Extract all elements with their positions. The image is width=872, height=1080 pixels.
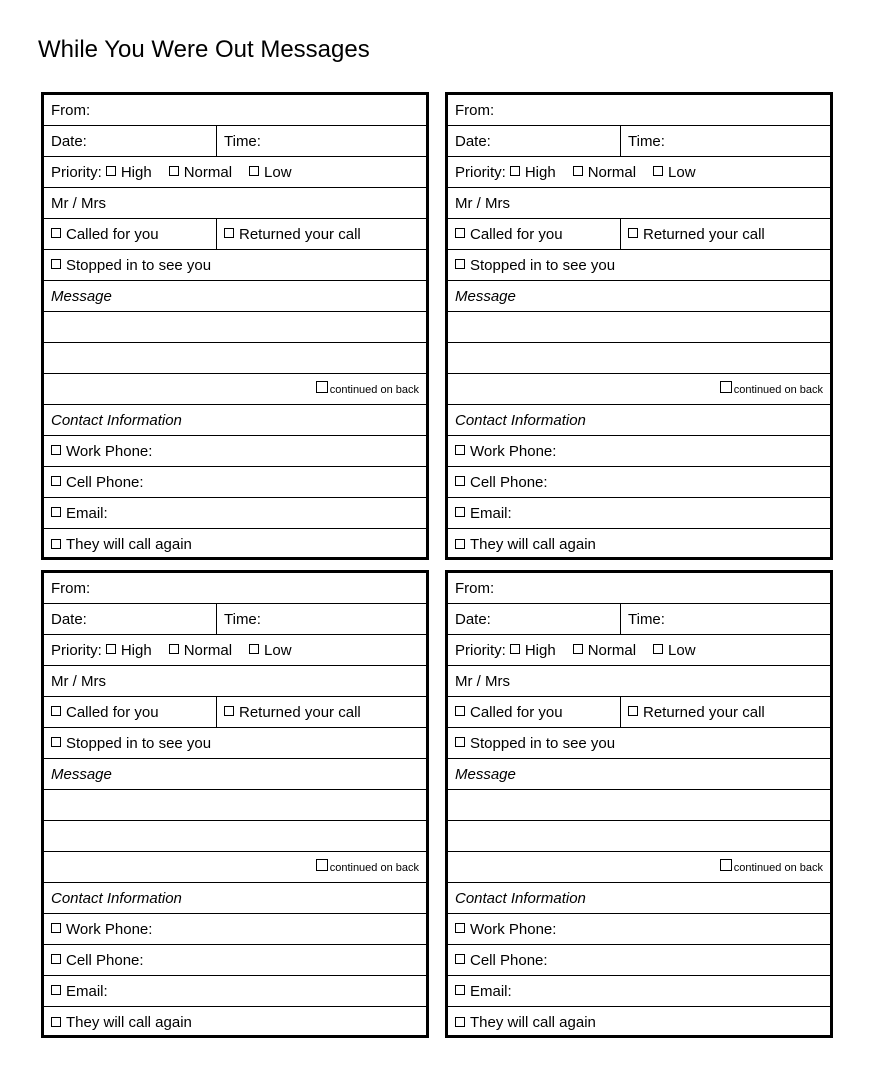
checkbox-icon[interactable] <box>106 166 116 176</box>
work-phone-field[interactable] <box>448 914 830 944</box>
salutation-row <box>44 188 426 219</box>
message-heading: Message <box>51 765 112 783</box>
continued-label: continued on back <box>329 862 419 874</box>
priority-normal-option[interactable] <box>169 164 232 181</box>
from-field[interactable] <box>448 95 830 125</box>
message-slip <box>445 92 833 560</box>
time-label: Time: <box>224 132 261 150</box>
checkbox-icon[interactable] <box>455 954 465 964</box>
date-field[interactable] <box>44 604 217 634</box>
work-phone-label: Work Phone: <box>470 442 557 460</box>
message-line[interactable] <box>448 821 830 852</box>
call-again-label: They will call again <box>470 536 596 553</box>
checkbox-icon[interactable] <box>51 228 61 238</box>
message-heading: Message <box>51 287 112 305</box>
stopped-row <box>448 250 830 281</box>
stopped-row <box>44 728 426 759</box>
checkbox-icon[interactable] <box>455 1017 465 1027</box>
priority-row <box>44 157 426 188</box>
checkbox-icon[interactable] <box>455 259 465 269</box>
checkbox-icon[interactable] <box>249 644 259 654</box>
priority-high-label: High <box>524 641 556 659</box>
priority-normal-label: Normal <box>587 163 637 181</box>
checkbox-icon[interactable] <box>169 166 179 176</box>
cell-phone-label: Cell Phone: <box>66 951 144 969</box>
priority-high-label: High <box>120 163 152 181</box>
checkbox-icon[interactable] <box>51 259 61 269</box>
called-option[interactable] <box>44 697 217 727</box>
called-label: Called for you <box>470 225 563 243</box>
checkbox-icon[interactable] <box>455 539 465 549</box>
contact-heading-row <box>44 883 426 914</box>
call-again-row <box>44 1007 426 1038</box>
continued-label: continued on back <box>733 384 823 396</box>
email-field[interactable] <box>448 498 830 528</box>
message-line[interactable] <box>44 821 426 852</box>
checkbox-icon[interactable] <box>169 644 179 654</box>
continued-option[interactable] <box>316 862 419 874</box>
call-again-option[interactable] <box>44 1007 426 1038</box>
salutation-field[interactable] <box>44 188 426 218</box>
date-time-row <box>44 126 426 157</box>
checkbox-icon[interactable] <box>455 706 465 716</box>
email-row <box>44 498 426 529</box>
from-label: From: <box>51 579 91 597</box>
salutation-field[interactable] <box>44 666 426 696</box>
cell-phone-row <box>448 945 830 976</box>
email-label: Email: <box>470 504 512 522</box>
priority-label: Priority: <box>51 641 102 659</box>
stopped-label: Stopped in to see you <box>470 734 616 752</box>
cell-phone-field[interactable] <box>448 945 830 975</box>
checkbox-icon[interactable] <box>510 644 520 654</box>
priority-low-option[interactable] <box>249 642 292 659</box>
message-line[interactable] <box>448 790 830 821</box>
email-label: Email: <box>66 982 108 1000</box>
email-row <box>448 976 830 1007</box>
checkbox-icon[interactable] <box>455 923 465 933</box>
from-field[interactable] <box>44 573 426 603</box>
checkbox-icon[interactable] <box>455 228 465 238</box>
checkbox-icon[interactable] <box>51 539 61 549</box>
checkbox-icon[interactable] <box>51 737 61 747</box>
message-slip <box>41 92 429 560</box>
returned-option[interactable] <box>621 219 765 249</box>
salutation-field[interactable] <box>448 188 830 218</box>
contact-heading-row <box>44 405 426 436</box>
checkbox-icon[interactable] <box>455 445 465 455</box>
checkbox-icon[interactable] <box>720 381 732 393</box>
time-label: Time: <box>628 610 665 628</box>
message-line[interactable] <box>448 343 830 374</box>
email-label: Email: <box>66 504 108 522</box>
stopped-row <box>448 728 830 759</box>
from-field[interactable] <box>448 573 830 603</box>
date-field[interactable] <box>448 126 621 156</box>
checkbox-icon[interactable] <box>573 644 583 654</box>
cell-phone-field[interactable] <box>44 945 426 975</box>
cell-phone-row <box>44 467 426 498</box>
call-again-label: They will call again <box>66 1014 192 1031</box>
checkbox-icon[interactable] <box>653 166 663 176</box>
call-again-row <box>44 529 426 560</box>
from-row <box>448 573 830 604</box>
work-phone-row <box>44 436 426 467</box>
message-line[interactable] <box>44 790 426 821</box>
checkbox-icon[interactable] <box>455 985 465 995</box>
call-again-option[interactable] <box>448 529 830 560</box>
returned-option[interactable] <box>217 697 361 727</box>
call-again-label: They will call again <box>66 536 192 553</box>
priority-label: Priority: <box>51 163 102 181</box>
message-heading-row <box>448 281 830 312</box>
date-time-row <box>448 126 830 157</box>
message-line[interactable] <box>44 343 426 374</box>
priority-row <box>448 635 830 666</box>
priority-normal-label: Normal <box>183 163 233 181</box>
checkbox-icon[interactable] <box>455 476 465 486</box>
priority-high-option[interactable] <box>106 642 152 659</box>
checkbox-icon[interactable] <box>316 381 328 393</box>
called-returned-row <box>448 219 830 250</box>
contact-heading-row <box>448 405 830 436</box>
time-field[interactable] <box>621 126 665 156</box>
called-returned-row <box>44 697 426 728</box>
from-row <box>44 95 426 126</box>
message-line[interactable] <box>44 852 426 883</box>
checkbox-icon[interactable] <box>628 706 638 716</box>
checkbox-icon[interactable] <box>51 923 61 933</box>
priority-high-option[interactable] <box>106 164 152 181</box>
date-label: Date: <box>51 132 87 150</box>
priority-normal-option[interactable] <box>169 642 232 659</box>
stopped-label: Stopped in to see you <box>470 256 616 274</box>
priority-low-label: Low <box>668 641 696 659</box>
priority-low-option[interactable] <box>653 642 696 659</box>
time-field[interactable] <box>217 604 261 634</box>
date-label: Date: <box>455 132 491 150</box>
checkbox-icon[interactable] <box>51 1017 61 1027</box>
work-phone-field[interactable] <box>44 436 426 466</box>
from-row <box>448 95 830 126</box>
checkbox-icon[interactable] <box>106 644 116 654</box>
checkbox-icon[interactable] <box>51 476 61 486</box>
cell-phone-label: Cell Phone: <box>470 951 548 969</box>
contact-heading: Contact Information <box>51 889 182 907</box>
checkbox-icon[interactable] <box>653 644 663 654</box>
salutation-row <box>44 666 426 697</box>
checkbox-icon[interactable] <box>51 445 61 455</box>
email-field[interactable] <box>448 976 830 1006</box>
checkbox-icon[interactable] <box>51 985 61 995</box>
returned-label: Returned your call <box>239 703 361 721</box>
priority-normal-label: Normal <box>587 641 637 659</box>
salutation-label: Mr / Mrs <box>455 672 510 690</box>
checkbox-icon[interactable] <box>573 166 583 176</box>
call-again-label: They will call again <box>470 1014 596 1031</box>
priority-row <box>448 157 830 188</box>
checkbox-icon[interactable] <box>51 954 61 964</box>
stopped-option[interactable] <box>448 728 830 758</box>
message-line[interactable] <box>44 312 426 343</box>
priority-low-option[interactable] <box>249 164 292 181</box>
from-field[interactable] <box>44 95 426 125</box>
time-field[interactable] <box>621 604 665 634</box>
work-phone-label: Work Phone: <box>66 442 153 460</box>
stopped-option[interactable] <box>44 728 426 758</box>
stopped-label: Stopped in to see you <box>66 734 212 752</box>
email-label: Email: <box>470 982 512 1000</box>
stopped-option[interactable] <box>44 250 426 280</box>
message-heading-row <box>448 759 830 790</box>
message-slip <box>445 570 833 1038</box>
called-label: Called for you <box>66 703 159 721</box>
from-label: From: <box>455 101 495 119</box>
message-line[interactable] <box>448 374 830 405</box>
priority-high-option[interactable] <box>510 642 556 659</box>
priority-low-label: Low <box>264 641 292 659</box>
date-field[interactable] <box>448 604 621 634</box>
message-heading: Message <box>455 287 516 305</box>
priority-low-label: Low <box>264 163 292 181</box>
priority-row <box>44 635 426 666</box>
priority-label: Priority: <box>455 641 506 659</box>
message-line[interactable] <box>448 852 830 883</box>
returned-label: Returned your call <box>643 703 765 721</box>
salutation-row <box>448 188 830 219</box>
checkbox-icon[interactable] <box>720 859 732 871</box>
priority-high-label: High <box>524 163 556 181</box>
cell-phone-label: Cell Phone: <box>66 473 144 491</box>
date-label: Date: <box>455 610 491 628</box>
call-again-option[interactable] <box>448 1007 830 1038</box>
stopped-option[interactable] <box>448 250 830 280</box>
contact-heading: Contact Information <box>455 889 586 907</box>
work-phone-row <box>448 436 830 467</box>
returned-label: Returned your call <box>239 225 361 243</box>
salutation-label: Mr / Mrs <box>455 194 510 212</box>
priority-normal-option[interactable] <box>573 164 636 181</box>
checkbox-icon[interactable] <box>455 507 465 517</box>
called-label: Called for you <box>470 703 563 721</box>
priority-normal-option[interactable] <box>573 642 636 659</box>
from-label: From: <box>51 101 91 119</box>
salutation-field[interactable] <box>448 666 830 696</box>
date-time-row <box>44 604 426 635</box>
returned-label: Returned your call <box>643 225 765 243</box>
message-slip <box>41 570 429 1038</box>
salutation-row <box>448 666 830 697</box>
returned-option[interactable] <box>621 697 765 727</box>
date-time-row <box>448 604 830 635</box>
work-phone-label: Work Phone: <box>470 920 557 938</box>
continued-option[interactable] <box>316 384 419 396</box>
continued-label: continued on back <box>329 384 419 396</box>
checkbox-icon[interactable] <box>224 228 234 238</box>
priority-normal-label: Normal <box>183 641 233 659</box>
priority-low-option[interactable] <box>653 164 696 181</box>
continued-label: continued on back <box>733 862 823 874</box>
email-row <box>448 498 830 529</box>
contact-heading: Contact Information <box>51 411 182 429</box>
call-again-row <box>448 1007 830 1038</box>
priority-low-label: Low <box>668 163 696 181</box>
time-label: Time: <box>628 132 665 150</box>
time-field[interactable] <box>217 126 261 156</box>
call-again-row <box>448 529 830 560</box>
message-line[interactable] <box>44 374 426 405</box>
cell-phone-label: Cell Phone: <box>470 473 548 491</box>
contact-heading-row <box>448 883 830 914</box>
email-row <box>44 976 426 1007</box>
called-option[interactable] <box>44 219 217 249</box>
salutation-label: Mr / Mrs <box>51 672 106 690</box>
returned-option[interactable] <box>217 219 361 249</box>
work-phone-field[interactable] <box>44 914 426 944</box>
priority-high-option[interactable] <box>510 164 556 181</box>
date-field[interactable] <box>44 126 217 156</box>
checkbox-icon[interactable] <box>51 507 61 517</box>
checkbox-icon[interactable] <box>51 706 61 716</box>
cell-phone-row <box>44 945 426 976</box>
checkbox-icon[interactable] <box>249 166 259 176</box>
continued-option[interactable] <box>720 862 823 874</box>
salutation-label: Mr / Mrs <box>51 194 106 212</box>
stopped-label: Stopped in to see you <box>66 256 212 274</box>
contact-heading: Contact Information <box>455 411 586 429</box>
cell-phone-row <box>448 467 830 498</box>
priority-label: Priority: <box>455 163 506 181</box>
from-row <box>44 573 426 604</box>
checkbox-icon[interactable] <box>510 166 520 176</box>
checkbox-icon[interactable] <box>628 228 638 238</box>
checkbox-icon[interactable] <box>224 706 234 716</box>
message-heading: Message <box>455 765 516 783</box>
message-heading-row <box>44 759 426 790</box>
cell-phone-field[interactable] <box>44 467 426 497</box>
work-phone-row <box>448 914 830 945</box>
email-field[interactable] <box>44 498 426 528</box>
checkbox-icon[interactable] <box>455 737 465 747</box>
page-title: While You Were Out Messages <box>38 36 370 63</box>
message-heading-row <box>44 281 426 312</box>
called-option[interactable] <box>448 697 621 727</box>
from-label: From: <box>455 579 495 597</box>
checkbox-icon[interactable] <box>316 859 328 871</box>
work-phone-row <box>44 914 426 945</box>
cell-phone-field[interactable] <box>448 467 830 497</box>
stopped-row <box>44 250 426 281</box>
called-returned-row <box>448 697 830 728</box>
email-field[interactable] <box>44 976 426 1006</box>
called-returned-row <box>44 219 426 250</box>
date-label: Date: <box>51 610 87 628</box>
call-again-option[interactable] <box>44 529 426 560</box>
work-phone-field[interactable] <box>448 436 830 466</box>
continued-option[interactable] <box>720 384 823 396</box>
called-label: Called for you <box>66 225 159 243</box>
message-line[interactable] <box>448 312 830 343</box>
time-label: Time: <box>224 610 261 628</box>
priority-high-label: High <box>120 641 152 659</box>
called-option[interactable] <box>448 219 621 249</box>
work-phone-label: Work Phone: <box>66 920 153 938</box>
